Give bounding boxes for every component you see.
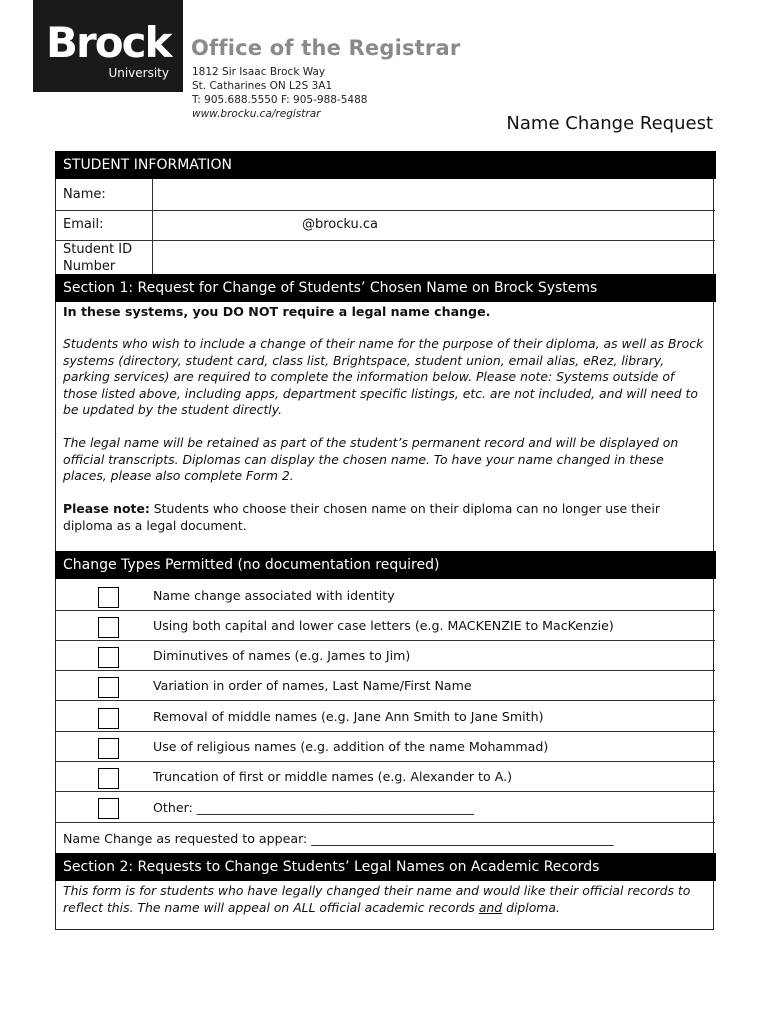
note-text: Students who choose their chosen name on their diploma can no longer use their diploma as a legal document. xyxy=(63,501,660,533)
divider xyxy=(55,761,715,762)
student-id-field[interactable] xyxy=(153,241,714,274)
section-1-paragraph-2: The legal name will be retained as part of the student’s permanent record and will be displayed on official transcripts. Diplomas can display the chosen name. To have your name changed in these places, please also complete Form 2. xyxy=(63,435,679,483)
address-website[interactable]: www.brocku.ca/registrar xyxy=(192,108,321,120)
checkbox-capitalization[interactable] xyxy=(98,617,119,638)
divider xyxy=(55,791,715,792)
checkbox-diminutives[interactable] xyxy=(98,647,119,668)
option-truncation: Truncation of first or middle names (e.g. Alexander to A.) xyxy=(153,769,513,784)
option-religious: Use of religious names (e.g. addition of the name Mohammad) xyxy=(153,739,549,754)
logo-subtitle: University xyxy=(108,66,169,80)
name-label: Name: xyxy=(63,187,106,202)
checkbox-other[interactable] xyxy=(98,798,119,819)
checkbox-name-order[interactable] xyxy=(98,677,119,698)
section-2-underlined-word: and xyxy=(478,899,503,915)
student-info-heading: STUDENT INFORMATION xyxy=(55,151,716,179)
email-domain: @brocku.ca xyxy=(302,217,379,232)
section-2-text: This form is for students who have legally changed their name and would like their official records to reflect this. The name will appeal on ALL official academic records xyxy=(63,883,691,915)
section-1-notice: In these systems, you DO NOT require a legal name change. xyxy=(63,304,491,319)
divider xyxy=(55,731,715,732)
change-types-heading: Change Types Permitted (no documentation required) xyxy=(55,551,716,579)
divider xyxy=(55,640,715,641)
divider xyxy=(55,822,715,823)
section-2-paragraph xyxy=(63,883,708,916)
student-id-label-line-1: Student ID xyxy=(63,242,133,257)
section-1-paragraph-1: Students who wish to include a change of their name for the purpose of their diploma, as well as Brock systems (directory, student card, class list, Brightspace, student union, email alias, eRez, library, parking services) are required to complete the information below. Please note: Systems outside of those listed above, including apps, department specific listings, etc. are not included, and will need to be updated by the student directly. xyxy=(63,336,704,417)
email-field[interactable] xyxy=(153,211,714,240)
brock-logo xyxy=(33,0,183,92)
name-field[interactable] xyxy=(153,180,714,209)
address-line-2: St. Catharines ON L2S 3A1 xyxy=(192,80,333,92)
option-remove-middle: Removal of middle names (e.g. Jane Ann Smith to Jane Smith) xyxy=(153,709,544,724)
address-line-1: 1812 Sir Isaac Brock Way xyxy=(192,66,326,78)
option-name-order: Variation in order of names, Last Name/First Name xyxy=(153,678,472,693)
requested-name-field[interactable]: Name Change as requested to appear: ________________________________________________ xyxy=(63,831,614,846)
checkbox-religious[interactable] xyxy=(98,738,119,759)
option-other[interactable]: Other: ____________________________________________ xyxy=(153,800,474,815)
checkbox-identity[interactable] xyxy=(98,587,119,608)
divider xyxy=(55,700,715,701)
student-id-label xyxy=(63,241,132,275)
form-title: Name Change Request xyxy=(506,113,713,134)
option-capitalization: Using both capital and lower case letters (e.g. MACKENZIE to MacKenzie) xyxy=(153,618,614,633)
divider xyxy=(55,610,715,611)
divider xyxy=(55,670,715,671)
section-1-heading: Section 1: Request for Change of Students’ Chosen Name on Brock Systems xyxy=(55,274,716,302)
option-identity: Name change associated with identity xyxy=(153,588,395,603)
option-diminutives: Diminutives of names (e.g. James to Jim) xyxy=(153,648,411,663)
logo-wordmark: Brock xyxy=(46,18,171,67)
section-1-note xyxy=(63,501,708,534)
address-phone: T: 905.688.5550 F: 905-988-5488 xyxy=(192,94,368,106)
note-bold-label: Please note: xyxy=(63,501,150,516)
checkbox-remove-middle[interactable] xyxy=(98,708,119,729)
student-id-label-line-2: Number xyxy=(63,259,116,274)
checkbox-truncation[interactable] xyxy=(98,768,119,789)
section-2-heading: Section 2: Requests to Change Students’ Legal Names on Academic Records xyxy=(55,853,716,881)
section-2-text-end: diploma. xyxy=(502,899,560,915)
email-label: Email: xyxy=(63,217,104,232)
office-title: Office of the Registrar xyxy=(191,36,461,60)
